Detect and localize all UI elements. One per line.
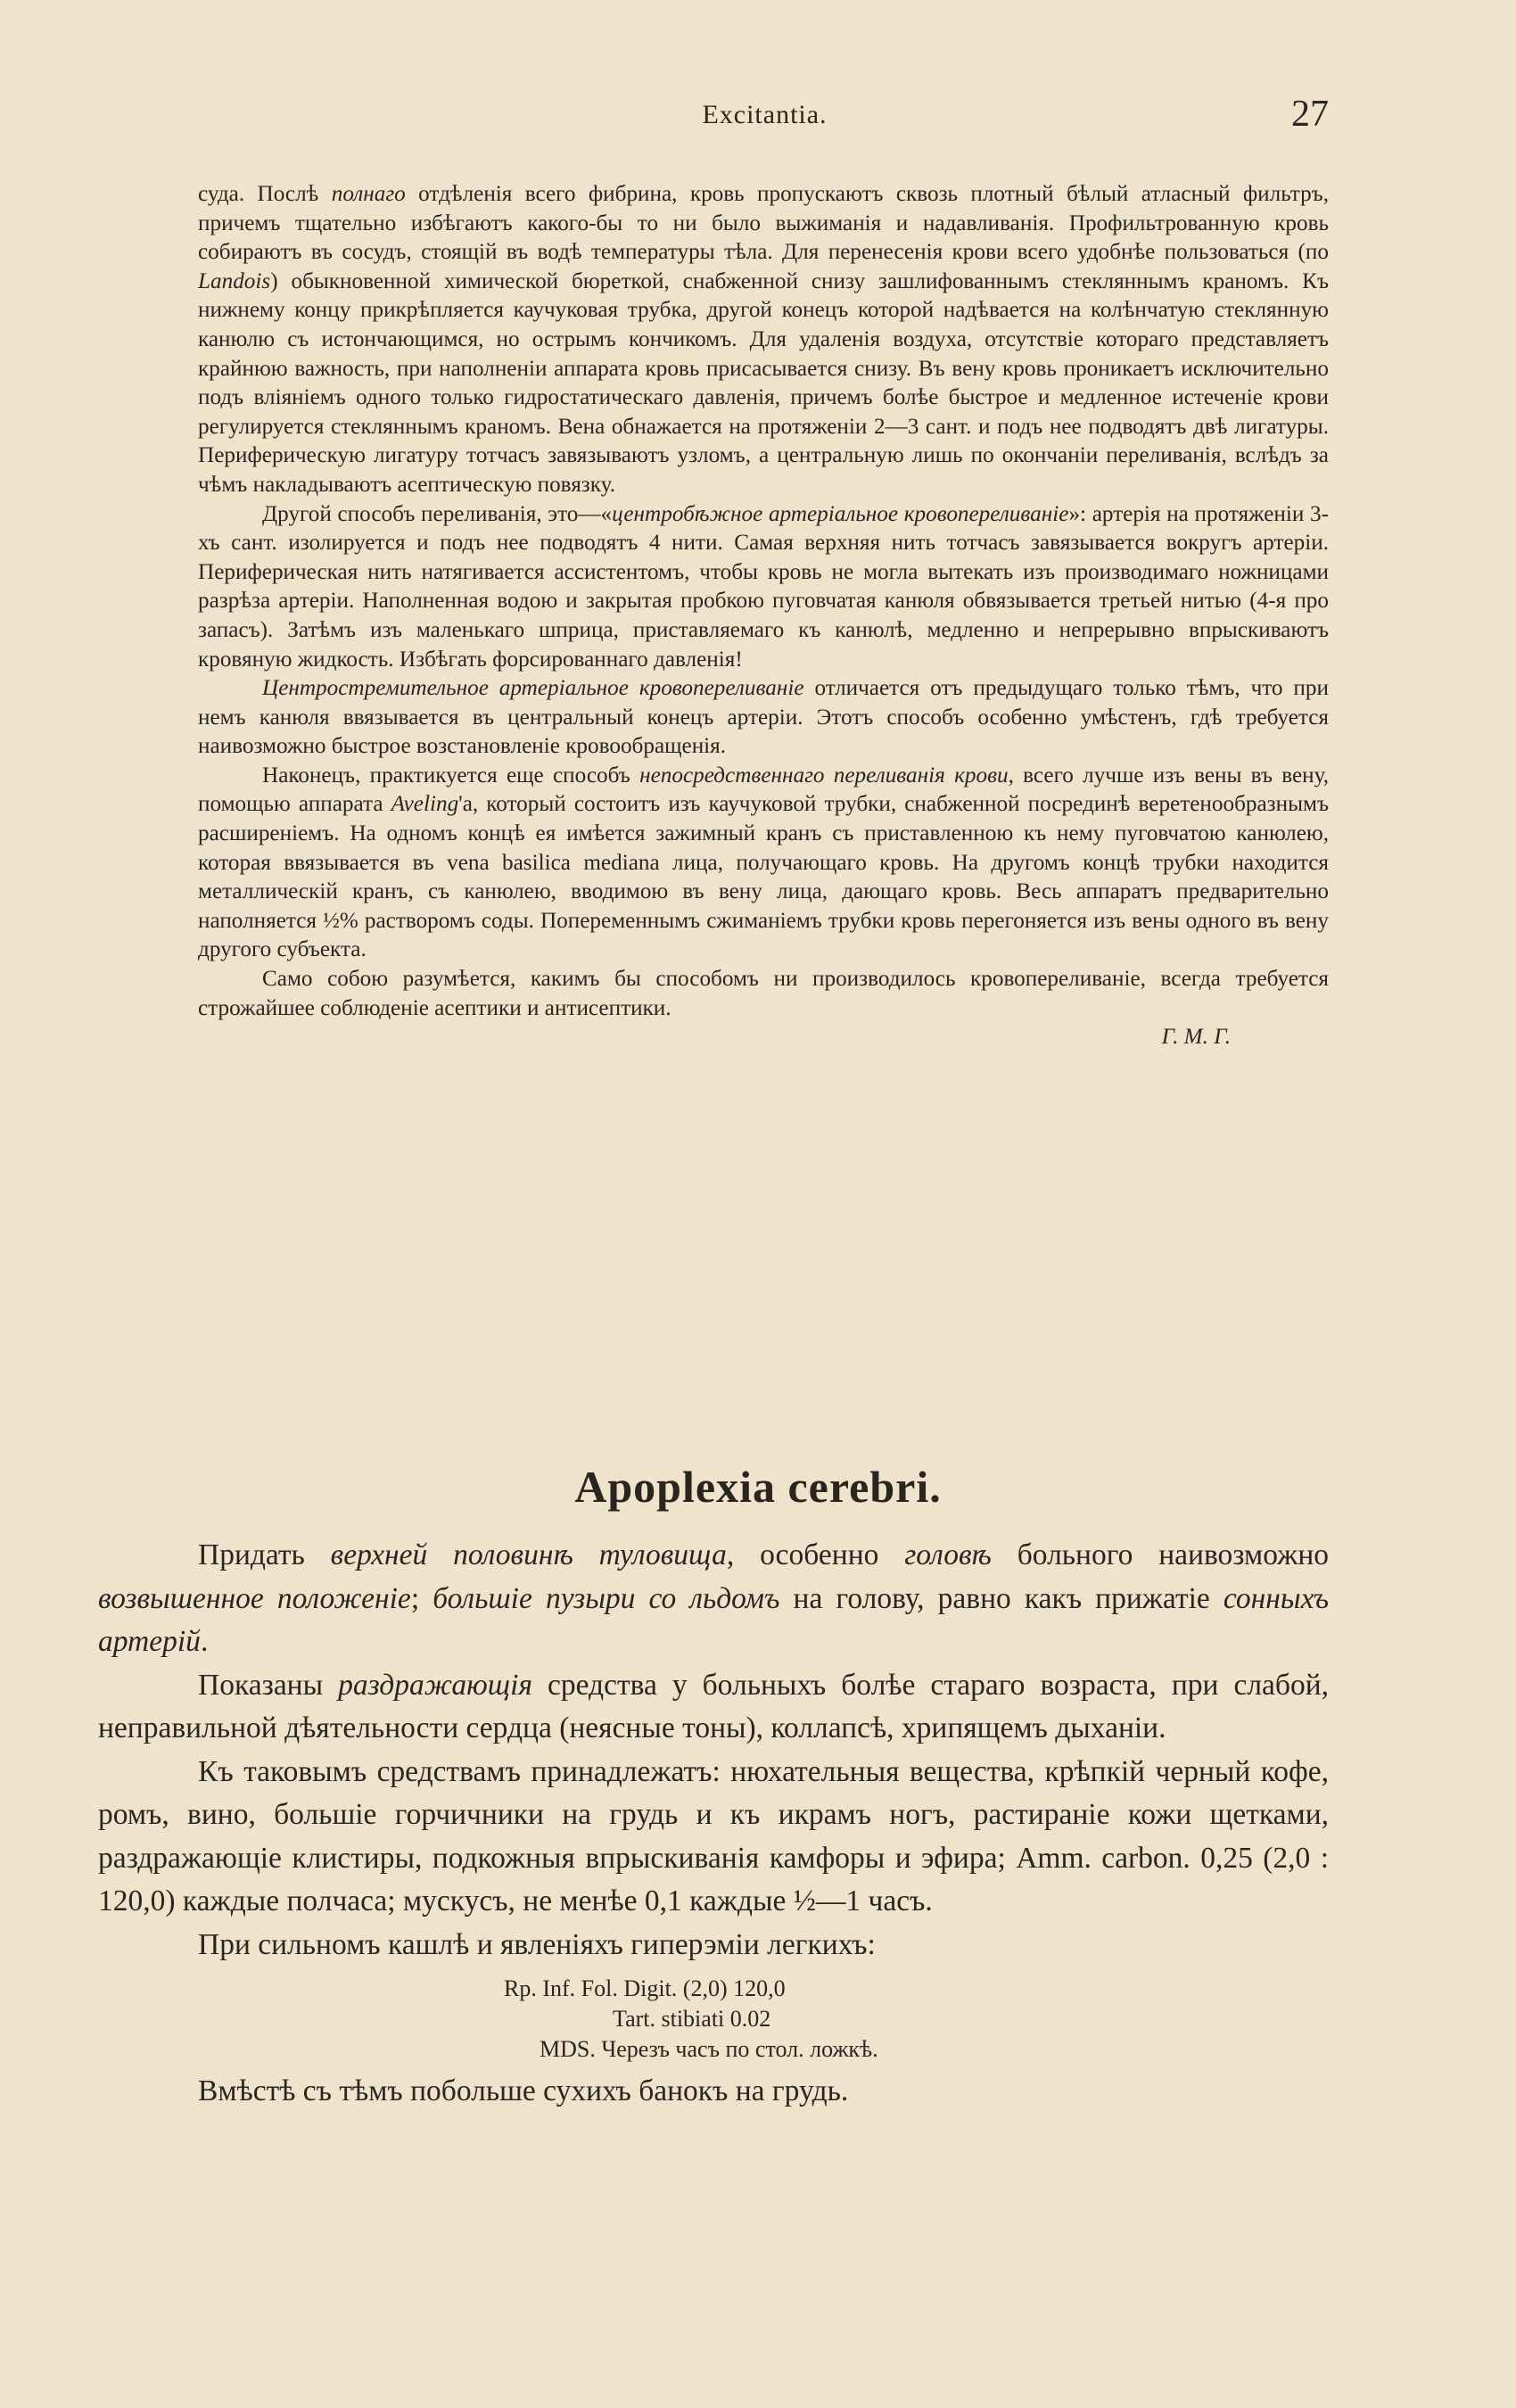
paragraph: Центростремительное артеріальное кровопереливаніе отличается отъ предыдущаго только тѣмъ, что при немъ канюля ввязывается въ центральный конецъ артеріи. Этотъ способъ особенно умѣстенъ, гдѣ требуется наивозможно быстрое возстановленіе кровообращенія.	[198, 676, 1329, 759]
paragraph: Наконецъ, практикуется еще способъ непосредственнаго переливанія крови, всего лучше изъ вены въ вену, помощью аппарата Aveling'а, который состоитъ изъ каучуковой трубки, снабженной посрединѣ веретенообразнымъ расширеніемъ. На одномъ концѣ ея имѣется зажимный кранъ съ приставленною къ нему пуговчатою канюлею, которая ввязывается въ vena basilica mediana лица, получающаго кровь. На другомъ концѣ трубки находится металлическій кранъ, съ канюлею, вводимою въ вену лица, дающаго кровь. Весь аппаратъ предварительно наполняется ½% растворомъ соды. Попеременнымъ сжиманіемъ трубки кровь перегоняется изъ вены одного въ вену другого субъекта.	[198, 763, 1330, 962]
paragraph: Другой способъ переливанія, это—«центробѣжное артеріальное кровопереливаніе»: артерія на протяженіи 3-хъ сант. изолируется и подъ нее подводятъ 4 нити. Самая верхняя нить тотчасъ завязывается вокругъ артеріи. Периферическая нить натягивается ассистентомъ, чтобы кровь не могла вытекать изъ производимаго ножницами разрѣза артеріи. Наполненная водою и закрытая пробкою пуговчатая канюля обвязывается третьей нитью (4-я про запасъ). Затѣмъ изъ маленькаго шприца, приставляемаго къ канюлѣ, медленно и непрерывно впрыскиваютъ кровяную жидкость. Избѣгать форсированнаго давленія!	[198, 501, 1329, 672]
prescription	[504, 1974, 1329, 2065]
section-title: Apoplexia cerebri.	[574, 1462, 942, 1512]
paragraph: суда. Послѣ полнаго отдѣленія всего фибрина, кровь пропускаютъ сквозь плотный бѣлый атласный фильтръ, причемъ тщательно избѣгаютъ какого-бы то ни было выжиманія и надавливанія. Профильтрованную кровь собираютъ въ сосудъ, стоящій въ водѣ температуры тѣла. Для перенесенія крови всего удобнѣе пользоваться (по Landois) обыкновенной химической бюреткой, снабженной снизу зашлифованнымъ стекляннымъ краномъ. Къ нижнему концу прикрѣпляется каучуковая трубка, другой конецъ которой надѣвается на колѣнчатую стеклянную канюлю съ истончающимся, но острымъ кончикомъ. Для удаленія воздуха, отсутствіе котораго представляетъ крайнюю важность, при наполненіи аппарата кровь присасывается снизу. Въ вену кровь проникаетъ исключительно подъ вліяніемъ одного только гидростатическаго давленія, причемъ болѣе быстрое и медленное истеченіе крови регулируется стекляннымъ краномъ. Вена обнажается на протяженіи 2—3 сант. и подъ нее подводятъ двѣ лигатуры. Периферическую лигатуру тотчасъ завязываютъ узломъ, а центральную лишь по окончаніи переливанія, вслѣдъ за чѣмъ накладываютъ асептическую повязку.	[198, 182, 1329, 497]
paragraph: Вмѣстѣ съ тѣмъ побольше сухихъ банокъ на грудь.	[198, 2074, 849, 2107]
page-number: 27	[1291, 94, 1329, 135]
author-signature: Г. М. Г.	[1161, 1025, 1231, 1050]
paragraph: Само собою разумѣется, какимъ бы способомъ ни производилось кровопереливаніе, всегда требуется строжайшее соблюденіе асептики и антисептики.	[198, 967, 1329, 1020]
prescription-line: Tart. stibiati 0.02	[613, 2006, 771, 2032]
prescription-line: MDS. Черезъ часъ по стол. ложкѣ.	[540, 2036, 878, 2062]
running-head: Excitantia.	[702, 100, 828, 129]
paragraph: При сильномъ кашлѣ и явленіяхъ гиперэміи легкихъ:	[198, 1927, 876, 1961]
prescription-line: Rp. Inf. Fol. Digit. (2,0) 120,0	[504, 1975, 786, 2001]
apoplexia-section	[98, 1534, 1329, 2114]
paragraph: Къ таковымъ средствамъ принадлежатъ: нюхательныя вещества, крѣпкій черный кофе, ромъ, вино, большіе горчичники на грудь и къ икрамъ ногъ, растираніе кожи щетками, раздражающіе клистиры, подкожныя впрыскиванія камфоры и эфира; Amm. carbon. 0,25 (2,0 : 120,0) каждые полчаса; мускусъ, не менѣе 0,1 каждые ½—1 часъ.	[98, 1754, 1329, 1917]
page-header	[201, 96, 1329, 141]
paragraph: Придать верхней половинѣ туловища, особенно головѣ больного наивозможно возвышенное положеніе; большіе пузыри со льдомъ на голову, равно какъ прижатіе сонныхъ артерій.	[98, 1538, 1329, 1658]
transfusion-section	[198, 180, 1329, 1052]
paragraph: Показаны раздражающія средства у больныхъ болѣе стараго возраста, при слабой, неправильной дѣятельности сердца (неясные тоны), коллапсѣ, хрипящемъ дыханіи.	[98, 1668, 1329, 1744]
